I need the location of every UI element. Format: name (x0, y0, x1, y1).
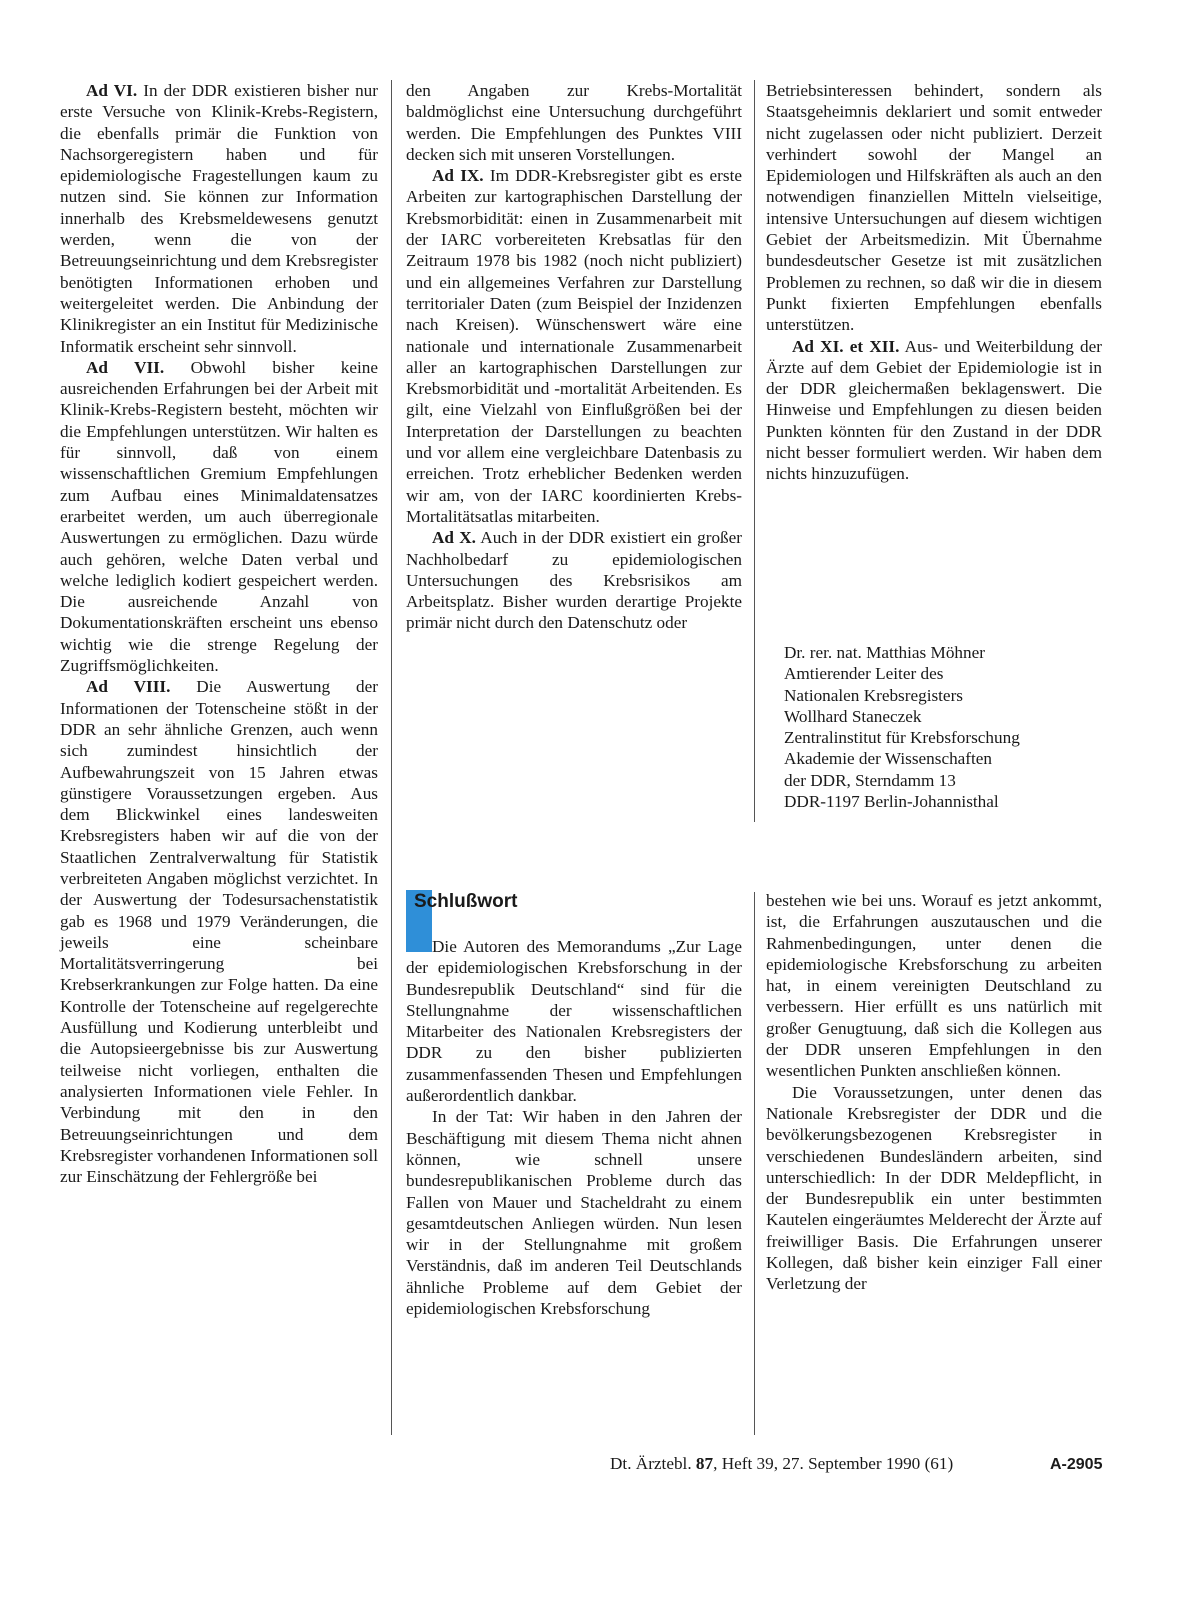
paragraph (406, 936, 742, 1106)
column-1 (60, 80, 378, 1187)
schlusswort-column-3 (766, 890, 1102, 1295)
page-footer (610, 1454, 953, 1474)
paragraph-lead: Ad IX. (432, 166, 484, 186)
paragraph (406, 527, 742, 633)
signature-block (784, 642, 1020, 812)
paragraph-text: bestehen wie bei uns. Worauf es jetzt ankommt, ist, die Erfahrungen auszutauschen und die Rahmenbedingungen, unter denen die epidemiologische Krebsforschung zu arbeiten hat, in einem vereinigten Deutschland zu verbessern. Hier erfüllt es uns natürlich mit großer Genugtuung, daß sich die Kollegen aus der DDR unseren Empfehlungen in den wesentlichen Punkten anschließen können. (766, 891, 1102, 1081)
paragraph (406, 1106, 742, 1319)
issue-info: , Heft 39, 27. September 1990 (61) (713, 1454, 954, 1473)
paragraph (406, 165, 742, 527)
paragraph-text: den Angaben zur Krebs-Mortalität baldmöglichst eine Untersuchung durchgeführt werden. Die Empfehlungen des Punktes VIII decken sich mit unseren Vorstellungen. (406, 81, 742, 164)
paragraph-text: Die Auswertung der Informationen der Totenscheine stößt in der DDR an sehr ähnliche Grenzen, auch wenn sich zumindest hinsichtlich der Aufbewahrungszeit von 15 Jahren etwas günstigere Voraussetzungen ergeben. Aus dem Blickwinkel eines landesweiten Krebsregisters haben wir auf die von der Staatlichen Zentralverwaltung für Statistik verbreiteten Angaben möglichst verzichtet. In der Auswertung der Todesursachenstatistik gab es 1968 und 1979 Veränderungen, die jeweils eine scheinbare Mortalitätsverringerung bei Krebserkrankungen zur Folge hatten. Da eine Kontrolle der Totenscheine auf regelgerechte Ausfüllung und Kodierung unterbleibt und die Autopsieergebnisse bis zur Auswertung teilweise nicht vorliegen, enthalten die analysierten Informationen viele Fehler. In Verbindung mit den in den Betreuungseinrichtungen und dem Krebsregister vorhandenen Informationen soll zur Einschätzung der Fehlergröße bei (60, 677, 378, 1187)
paragraph (60, 676, 378, 1187)
paragraph-text: Im DDR-Krebsregister gibt es erste Arbeiten zur kartographischen Darstellung der Krebsmorbidität: einen in Zusammenarbeit mit der IARC vorbereiteten Krebsatlas für den Zeitraum 1978 bis 1982 (noch nicht publiziert) und ein allgemeines Verfahren zur Darstellung territorialer Daten (zum Beispiel der Inzidenzen nach Kreisen). Wünschenswert wäre eine nationale und internationale Zusammenarbeit aller an kartographischen Darstellungen zur Krebsmorbidität und -mortalität Arbeitenden. Es gilt, eine Vielzahl von Einflußgrößen bei der Interpretation der Darstellungen zu beachten und vor allem eine vergleichbare Datenbasis zu erreichen. Trotz erheblicher Bedenken werden wir am, von der IARC koordinierten Krebs-Mortalitätsatlas mitarbeiten. (406, 166, 742, 526)
paragraph-lead: Ad X. (432, 528, 476, 548)
column-rule-3 (754, 892, 755, 1435)
signature-line: Nationalen Krebsregisters (784, 685, 963, 705)
paragraph-lead: Ad VII. (86, 357, 165, 377)
column-rule-1 (391, 80, 392, 1435)
column-3-top (766, 80, 1102, 485)
signature-line: Akademie der Wissenschaften (784, 749, 993, 769)
signature-line: DDR-1197 Berlin-Johannisthal (784, 792, 999, 812)
signature-line: Amtierender Leiter des (784, 664, 944, 684)
paragraph-lead: Ad XI. et XII. (792, 336, 900, 356)
journal-prefix: Dt. Ärztebl. (610, 1454, 696, 1473)
signature-line: der DDR, Sterndamm 13 (784, 770, 956, 790)
paragraph (406, 80, 742, 165)
paragraph-text: Betriebsinteressen behindert, sondern als Staatsgeheimnis deklariert und somit entweder nicht zugelassen oder nicht publiziert. Derzeit verhindert sowohl der Mangel an Epidemiologen und Hilfskräften als auch an den notwendigen finanziellen Mitteln vielseitige, intensive Untersuchungen auf diesem wichtigen Gebiet der Arbeitsmedizin. Mit Übernahme bundesdeutscher Gesetze ist mit zusätzlichen Problemen zu rechnen, so daß wir die in diesem Punkt fixierten Empfehlungen ebenfalls unterstützen. (766, 81, 1102, 335)
paragraph-lead: Ad VIII. (86, 677, 171, 697)
page-number: A-2905 (1050, 1456, 1103, 1473)
paragraph (766, 80, 1102, 336)
signature-line: Dr. rer. nat. Matthias Möhner (784, 643, 985, 662)
paragraph-text: In der Tat: Wir haben in den Jahren der Beschäftigung mit diesem Thema nicht ahnen können, wie schnell unsere bundesrepublikanischen Probleme durch das Fallen von Mauer und Stacheldraht zu einem gesamtdeutschen Anliegen würden. Nun lesen wir in der Stellungnahme mit großem Verständnis, daß im anderen Teil Deutschlands ähnliche Probleme auf dem Gebiet der epidemiologischen Krebsforschung (406, 1107, 742, 1319)
paragraph (766, 890, 1102, 1082)
paragraph-text: In der DDR existieren bisher nur erste Versuche von Klinik-Krebs-Registern, die ebenfalls primär die Funktion von Nachsorgeregistern haben und für epidemiologische Fragestellungen kaum zu nutzen sind. Sie können zur Information innerhalb des Krebsmeldewesens genutzt werden, wenn die von der Betreuungseinrichtung und dem Krebsregister benötigten Informationen erhoben und weitergeleitet werden. Die Anbindung der Klinikregister an ein Institut für Medizinische Informatik erscheint sehr sinnvoll. (60, 81, 378, 356)
paragraph-text: Die Voraussetzungen, unter denen das Nationale Krebsregister der DDR und die bevölkerungsbezogenen Krebsregister in verschiedenen Bundesländern arbeiten, sind unterschiedlich: In der DDR Meldepflicht, in der Bundesrepublik ein unter bestimmten Kautelen eingeräumtes Melderecht der Ärzte auf freiwilliger Basis. Die Erfahrungen unserer Kollegen, daß bisher kein einziger Fall einer Verletzung der (766, 1082, 1102, 1294)
paragraph-text: Obwohl bisher keine ausreichenden Erfahrungen bei der Arbeit mit Klinik-Krebs-Registern besteht, möchten wir die Empfehlungen unterstützen. Wir halten es für sinnvoll, daß von einem wissenschaftlichen Gremium Empfehlungen zum Aufbau eines Minimaldatensatzes erarbeitet werden, um auch überregionale Auswertungen zu ermöglichen. Dazu würde auch gehören, welche Daten verbal und welche lediglich kodiert gespeichert werden. Die ausreichende Anzahl von Dokumentationskräften erscheint uns ebenso wichtig wie die strenge Regelung der Zugriffsmöglichkeiten. (60, 357, 379, 676)
column-2-top (406, 80, 742, 634)
volume-number: 87 (695, 1454, 714, 1473)
column-rule-2 (754, 80, 755, 822)
paragraph-text: Auch in der DDR existiert ein großer Nachholbedarf zu epidemiologischen Untersuchungen des Krebsrisikos am Arbeitsplatz. Bisher wurden derartige Projekte primär nicht durch den Datenschutz oder (406, 528, 742, 633)
schlusswort-heading: Schlußwort (414, 891, 518, 912)
paragraph (60, 357, 378, 676)
schlusswort-column-2 (406, 936, 742, 1319)
signature-line: Zentralinstitut für Krebsforschung (784, 728, 1020, 748)
paragraph (766, 336, 1102, 485)
paragraph (766, 1082, 1102, 1295)
paragraph (60, 80, 378, 357)
paragraph-lead: Ad VI. (86, 81, 138, 100)
signature-line: Wollhard Staneczek (784, 706, 922, 726)
paragraph-text: Die Autoren des Memorandums „Zur Lage der epidemiologischen Krebsforschung in der Bundesrepublik Deutschland“ sind für die Stellungnahme der wissenschaftlichen Mitarbeiter des Nationalen Krebsregisters der DDR zu den bisher publizierten zusammenfassenden Thesen und Empfehlungen außerordentlich dankbar. (406, 937, 742, 1106)
paragraph-text: Aus- und Weiterbildung der Ärzte auf dem Gebiet der Epidemiologie ist in der DDR gleichermaßen beklagenswert. Die Hinweise und Empfehlungen zu diesen beiden Punkten könnten für den Zustand in der DDR nicht besser formuliert werden. Wir haben dem nichts hinzuzufügen. (766, 336, 1102, 484)
